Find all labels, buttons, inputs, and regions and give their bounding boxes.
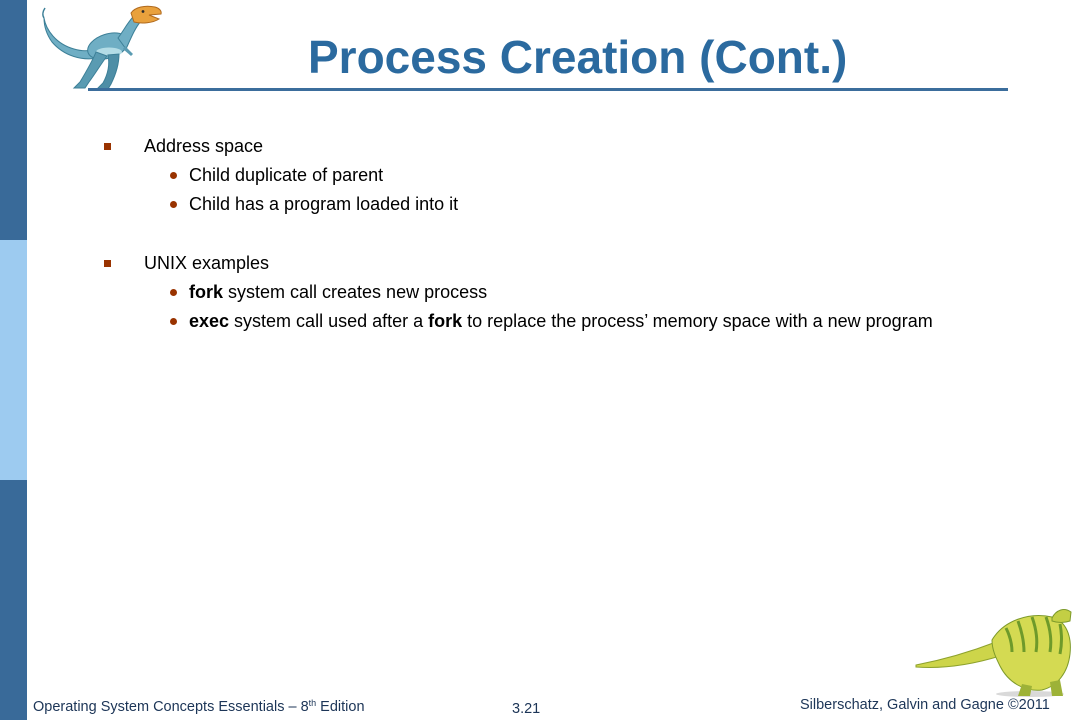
- sub-bullet-item: [0, 278, 1080, 307]
- bullet-text: Address space: [144, 136, 264, 156]
- square-bullet-icon: [104, 143, 111, 150]
- page-number: 3.21: [512, 701, 541, 717]
- dinosaur-icon: [36, 2, 166, 92]
- square-bullet-icon: [104, 260, 111, 267]
- round-bullet-icon: [170, 172, 177, 179]
- bullet-group: [0, 132, 1080, 219]
- sub-bullet-text: system call creates new process: [223, 282, 488, 302]
- sub-bullet-text: to replace the process’ memory space with a new program: [462, 311, 933, 331]
- sub-bullet-text: system call used after a: [229, 311, 429, 331]
- dinosaur-icon: [912, 606, 1074, 698]
- footer-copyright: Silberschatz, Galvin and Gagne ©2011: [800, 697, 1050, 713]
- bullet-item: [0, 132, 1080, 161]
- sub-bullet-item: [0, 161, 1080, 190]
- footer-course-title: [33, 698, 365, 717]
- round-bullet-icon: [170, 318, 177, 325]
- bullet-list: [0, 132, 1080, 336]
- footer-course-main: Operating System Concepts Essentials – 8: [33, 699, 309, 715]
- command-keyword: fork: [428, 311, 463, 331]
- sub-bullet-text: Child has a program loaded into it: [189, 194, 459, 214]
- command-keyword: fork: [189, 282, 224, 302]
- footer-course-superscript: th: [308, 698, 317, 708]
- footer-course-tail: Edition: [316, 699, 365, 715]
- sub-bullet-item: [0, 190, 1080, 219]
- bullet-text: UNIX examples: [144, 253, 270, 273]
- round-bullet-icon: [170, 289, 177, 296]
- title-divider: [88, 88, 1008, 91]
- sidebar-band: [0, 0, 27, 720]
- page-title: Process Creation (Cont.): [308, 31, 848, 83]
- sub-bullet-text: Child duplicate of parent: [189, 165, 384, 185]
- bullet-item: [0, 249, 1080, 278]
- bullet-group: [0, 249, 1080, 336]
- round-bullet-icon: [170, 201, 177, 208]
- sub-bullet-item: [0, 307, 1080, 336]
- command-keyword: exec: [189, 311, 230, 331]
- sidebar-band-bottom: [0, 480, 27, 720]
